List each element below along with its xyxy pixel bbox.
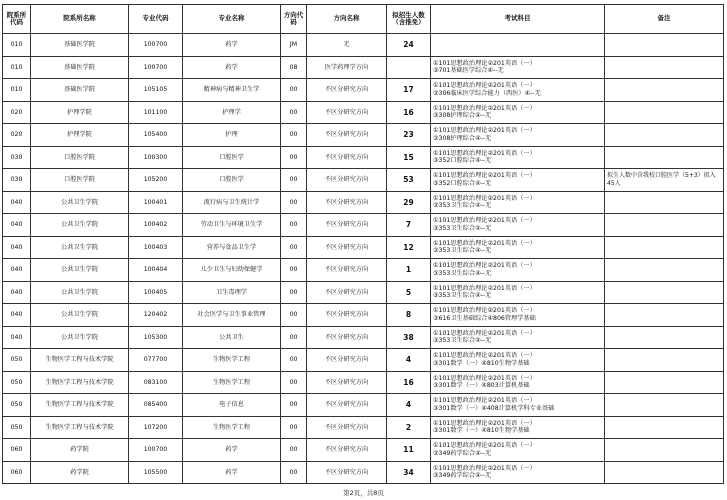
quota-cell: 8 — [387, 304, 431, 327]
quota-cell — [387, 56, 431, 79]
dir-code-cell: 00 — [281, 169, 307, 192]
major-code-cell: 100700 — [129, 34, 183, 57]
major-code-cell: 083100 — [129, 371, 183, 394]
dir-name-cell: 不区分研究方向 — [307, 304, 387, 327]
note-cell — [605, 101, 724, 124]
exam-cell — [431, 214, 605, 237]
table-row — [3, 236, 724, 259]
dir-code-cell: 00 — [281, 79, 307, 102]
table-row — [3, 326, 724, 349]
major-name-cell: 儿少卫生与妇幼保健学 — [183, 259, 281, 282]
major-name-cell: 劳动卫生与环境卫生学 — [183, 214, 281, 237]
dir-code-cell: 00 — [281, 101, 307, 124]
dept-code-cell: 050 — [3, 394, 31, 417]
major-name-cell: 生物医学工程 — [183, 349, 281, 372]
dir-name-cell: 不区分研究方向 — [307, 236, 387, 259]
exam-cell — [431, 439, 605, 462]
table-row — [3, 416, 724, 439]
exam-cell — [431, 124, 605, 147]
dir-code-cell: 08 — [281, 56, 307, 79]
exam-line: ③301数学（一）④803计算机基础 — [433, 382, 530, 390]
header-note: 备注 — [605, 5, 724, 34]
table-row — [3, 371, 724, 394]
exam-cell — [431, 79, 605, 102]
header-major-name: 专业名称 — [183, 5, 281, 34]
dept-code-cell: 050 — [3, 349, 31, 372]
major-code-cell: 100700 — [129, 56, 183, 79]
dir-code-cell: JM — [281, 34, 307, 57]
dept-code-cell: 030 — [3, 169, 31, 192]
dir-code-cell: 00 — [281, 259, 307, 282]
page-footer: 第2页，共8页 — [343, 489, 384, 497]
exam-line: ①101思想政治理论②201英语（一） — [433, 82, 536, 90]
dir-name-cell: 不区分研究方向 — [307, 169, 387, 192]
dir-code-cell: 00 — [281, 281, 307, 304]
note-cell: 拟生人数中含我校口腔医学（5+3）拟入45人 — [605, 169, 724, 192]
quota-cell: 15 — [387, 146, 431, 169]
dir-name-cell: 不区分研究方向 — [307, 146, 387, 169]
exam-line: ①101思想政治理论②201英语（一） — [433, 59, 536, 67]
dept-code-cell: 040 — [3, 191, 31, 214]
dir-name-cell: 不区分研究方向 — [307, 191, 387, 214]
exam-line: ①101思想政治理论②201英语（一） — [433, 307, 536, 315]
exam-line: ③308护理综合④--无 — [433, 134, 492, 142]
major-name-cell: 生物医学工程 — [183, 416, 281, 439]
table-row — [3, 394, 724, 417]
dept-code-cell: 060 — [3, 461, 31, 484]
dept-name-cell: 护理学院 — [31, 101, 129, 124]
exam-line: ③301数学（一）④810生物学基础 — [433, 359, 530, 367]
dept-code-cell: 030 — [3, 146, 31, 169]
dept-name-cell: 基础医学院 — [31, 79, 129, 102]
note-cell — [605, 371, 724, 394]
exam-line: ①101思想政治理论②201英语（一） — [433, 352, 536, 360]
quota-cell: 2 — [387, 416, 431, 439]
note-cell — [605, 461, 724, 484]
quota-cell: 16 — [387, 101, 431, 124]
table-row — [3, 214, 724, 237]
exam-line: ③301数学（一）④810生物学基础 — [433, 427, 530, 435]
dept-name-cell: 生物医学工程与技术学院 — [31, 371, 129, 394]
dir-name-cell: 不区分研究方向 — [307, 326, 387, 349]
major-code-cell: 100404 — [129, 259, 183, 282]
exam-line: ①101思想政治理论②201英语（一） — [433, 262, 536, 270]
major-name-cell: 卫生毒理学 — [183, 281, 281, 304]
header-dir-code: 方向代码 — [281, 5, 307, 34]
dept-name-cell: 公共卫生学院 — [31, 214, 129, 237]
dir-name-cell: 不区分研究方向 — [307, 124, 387, 147]
major-name-cell: 公共卫生 — [183, 326, 281, 349]
dept-code-cell: 010 — [3, 34, 31, 57]
dir-code-cell: 00 — [281, 349, 307, 372]
quota-cell: 4 — [387, 349, 431, 372]
admissions-table-sheet — [2, 4, 723, 484]
table-row — [3, 191, 724, 214]
dir-code-cell: 00 — [281, 416, 307, 439]
dept-code-cell: 040 — [3, 236, 31, 259]
dir-name-cell: 不区分研究方向 — [307, 79, 387, 102]
quota-cell: 4 — [387, 394, 431, 417]
major-name-cell: 流行病与卫生统计学 — [183, 191, 281, 214]
header-quota: 拟招生人数（含推免） — [387, 5, 431, 34]
exam-cell — [431, 349, 605, 372]
dir-name-cell: 不区分研究方向 — [307, 439, 387, 462]
major-code-cell: 105105 — [129, 79, 183, 102]
quota-cell: 12 — [387, 236, 431, 259]
dir-code-cell: 00 — [281, 461, 307, 484]
exam-line: ③308护理综合④--无 — [433, 112, 492, 120]
dept-name-cell: 公共卫生学院 — [31, 259, 129, 282]
dept-code-cell: 040 — [3, 304, 31, 327]
dept-name-cell: 生物医学工程与技术学院 — [31, 416, 129, 439]
dept-name-cell: 生物医学工程与技术学院 — [31, 349, 129, 372]
dir-name-cell: 不区分研究方向 — [307, 281, 387, 304]
table-row — [3, 349, 724, 372]
exam-line: ③349药学综合④--无 — [433, 449, 492, 457]
exam-line: ③301数学（一）④408计算机学科专业基础 — [433, 404, 555, 412]
dir-name-cell: 不区分研究方向 — [307, 394, 387, 417]
dir-code-cell: 00 — [281, 124, 307, 147]
dept-code-cell: 040 — [3, 214, 31, 237]
major-code-cell: 100700 — [129, 439, 183, 462]
quota-cell: 17 — [387, 79, 431, 102]
major-code-cell: 107200 — [129, 416, 183, 439]
major-code-cell: 105500 — [129, 461, 183, 484]
table-row — [3, 56, 724, 79]
dept-name-cell: 公共卫生学院 — [31, 326, 129, 349]
table-row — [3, 259, 724, 282]
dir-code-cell: 00 — [281, 371, 307, 394]
quota-cell: 11 — [387, 439, 431, 462]
major-code-cell: 100403 — [129, 236, 183, 259]
table-row — [3, 461, 724, 484]
major-name-cell: 药学 — [183, 461, 281, 484]
note-cell — [605, 236, 724, 259]
table-row — [3, 34, 724, 57]
exam-line: ①101思想政治理论②201英语（一） — [433, 284, 536, 292]
dept-code-cell: 060 — [3, 439, 31, 462]
exam-line: ①101思想政治理论②201英语（一） — [433, 104, 536, 112]
major-code-cell: 100405 — [129, 281, 183, 304]
note-cell — [605, 304, 724, 327]
note-cell — [605, 416, 724, 439]
dept-name-cell: 基础医学院 — [31, 56, 129, 79]
dir-name-cell: 不区分研究方向 — [307, 101, 387, 124]
exam-line: ③353卫生综合④--无 — [433, 337, 492, 345]
exam-line: ①101思想政治理论②201英语（一） — [433, 419, 536, 427]
quota-cell: 7 — [387, 214, 431, 237]
exam-cell — [431, 236, 605, 259]
dept-name-cell: 公共卫生学院 — [31, 236, 129, 259]
exam-cell — [431, 34, 605, 57]
major-name-cell: 营养与食品卫生学 — [183, 236, 281, 259]
exam-cell — [431, 56, 605, 79]
dept-name-cell: 公共卫生学院 — [31, 304, 129, 327]
table-row — [3, 439, 724, 462]
exam-line: ③353卫生综合④--无 — [433, 269, 492, 277]
header-dept-name: 院系所名称 — [31, 5, 129, 34]
quota-cell: 53 — [387, 169, 431, 192]
major-code-cell: 077700 — [129, 349, 183, 372]
major-code-cell: 100401 — [129, 191, 183, 214]
major-name-cell: 药学 — [183, 56, 281, 79]
table-header-row — [3, 5, 724, 34]
table-row — [3, 169, 724, 192]
note-cell — [605, 281, 724, 304]
exam-cell — [431, 281, 605, 304]
note-cell — [605, 214, 724, 237]
exam-line: ①101思想政治理论②201英语（一） — [433, 397, 536, 405]
exam-line: ①101思想政治理论②201英语（一） — [433, 442, 536, 450]
major-code-cell: 101100 — [129, 101, 183, 124]
exam-cell — [431, 169, 605, 192]
note-cell — [605, 146, 724, 169]
major-name-cell: 药学 — [183, 34, 281, 57]
dir-name-cell: 不区分研究方向 — [307, 371, 387, 394]
dept-name-cell: 生物医学工程与技术学院 — [31, 394, 129, 417]
exam-line: ③353卫生综合④--无 — [433, 202, 492, 210]
dept-name-cell: 口腔医学院 — [31, 169, 129, 192]
major-name-cell: 口腔医学 — [183, 146, 281, 169]
quota-cell: 1 — [387, 259, 431, 282]
major-name-cell: 口腔医学 — [183, 169, 281, 192]
table-row — [3, 281, 724, 304]
exam-line: ①101思想政治理论②201英语（一） — [433, 149, 536, 157]
major-code-cell: 105300 — [129, 326, 183, 349]
exam-cell — [431, 461, 605, 484]
exam-line: ③352口腔综合④--无 — [433, 157, 492, 165]
quota-cell: 34 — [387, 461, 431, 484]
exam-cell — [431, 101, 605, 124]
table-row — [3, 124, 724, 147]
exam-line: ①101思想政治理论②201英语（一） — [433, 194, 536, 202]
dir-code-cell: 00 — [281, 304, 307, 327]
dept-code-cell: 020 — [3, 101, 31, 124]
major-name-cell: 精神病与精神卫生学 — [183, 79, 281, 102]
exam-cell — [431, 259, 605, 282]
dept-name-cell: 药学院 — [31, 439, 129, 462]
dept-code-cell: 010 — [3, 56, 31, 79]
header-dept-code: 院系所代码 — [3, 5, 31, 34]
quota-cell: 16 — [387, 371, 431, 394]
quota-cell: 38 — [387, 326, 431, 349]
exam-line: ③616卫生基础综合④806管理学基础 — [433, 314, 536, 322]
note-cell — [605, 439, 724, 462]
table-row — [3, 101, 724, 124]
major-code-cell: 100402 — [129, 214, 183, 237]
note-cell — [605, 326, 724, 349]
quota-cell: 23 — [387, 124, 431, 147]
major-name-cell: 护理 — [183, 124, 281, 147]
table-row — [3, 304, 724, 327]
dir-name-cell: 不区分研究方向 — [307, 214, 387, 237]
exam-cell — [431, 394, 605, 417]
dir-code-cell: 00 — [281, 214, 307, 237]
dept-name-cell: 基础医学院 — [31, 34, 129, 57]
admissions-table — [2, 4, 724, 484]
exam-cell — [431, 371, 605, 394]
exam-line: ③353卫生综合④--无 — [433, 247, 492, 255]
note-cell — [605, 394, 724, 417]
dir-name-cell: 不区分研究方向 — [307, 461, 387, 484]
dept-name-cell: 公共卫生学院 — [31, 281, 129, 304]
major-code-cell: 085400 — [129, 394, 183, 417]
dept-code-cell: 040 — [3, 281, 31, 304]
exam-line: ①101思想政治理论②201英语（一） — [433, 217, 536, 225]
exam-line: ①101思想政治理论②201英语（一） — [433, 239, 536, 247]
dept-code-cell: 050 — [3, 416, 31, 439]
dir-code-cell: 00 — [281, 326, 307, 349]
dept-code-cell: 050 — [3, 371, 31, 394]
quota-cell: 29 — [387, 191, 431, 214]
exam-cell — [431, 416, 605, 439]
table-row — [3, 146, 724, 169]
dir-code-cell: 00 — [281, 146, 307, 169]
note-cell — [605, 79, 724, 102]
dir-name-cell: 不区分研究方向 — [307, 349, 387, 372]
exam-line: ③353卫生综合④--无 — [433, 292, 492, 300]
dir-name-cell: 不区分研究方向 — [307, 416, 387, 439]
major-code-cell: 100300 — [129, 146, 183, 169]
dir-code-cell: 00 — [281, 236, 307, 259]
exam-cell — [431, 146, 605, 169]
note-cell — [605, 56, 724, 79]
exam-line: ①101思想政治理论②201英语（一） — [433, 374, 536, 382]
exam-line: ③701基础医学综合④--无 — [433, 67, 504, 75]
dept-name-cell: 口腔医学院 — [31, 146, 129, 169]
header-exam: 考试科目 — [431, 5, 605, 34]
dept-name-cell: 公共卫生学院 — [31, 191, 129, 214]
exam-line: ③349药学综合④--无 — [433, 472, 492, 480]
major-name-cell: 护理学 — [183, 101, 281, 124]
exam-line: ①101思想政治理论②201英语（一） — [433, 172, 536, 180]
header-dir-name: 方向名称 — [307, 5, 387, 34]
dir-name-cell: 无 — [307, 34, 387, 57]
dept-code-cell: 010 — [3, 79, 31, 102]
dept-name-cell: 药学院 — [31, 461, 129, 484]
major-name-cell: 电子信息 — [183, 394, 281, 417]
exam-line: ①101思想政治理论②201英语（一） — [433, 329, 536, 337]
exam-cell — [431, 191, 605, 214]
note-cell — [605, 191, 724, 214]
quota-cell: 24 — [387, 34, 431, 57]
major-code-cell: 105400 — [129, 124, 183, 147]
major-name-cell: 生物医学工程 — [183, 371, 281, 394]
exam-line: ①101思想政治理论②201英语（一） — [433, 127, 536, 135]
exam-line: ①101思想政治理论②201英语（一） — [433, 464, 536, 472]
major-name-cell: 药学 — [183, 439, 281, 462]
dir-code-cell: 00 — [281, 394, 307, 417]
exam-cell — [431, 304, 605, 327]
major-code-cell: 105200 — [129, 169, 183, 192]
dept-code-cell: 040 — [3, 326, 31, 349]
note-cell — [605, 34, 724, 57]
header-major-code: 专业代码 — [129, 5, 183, 34]
note-cell — [605, 349, 724, 372]
dept-code-cell: 040 — [3, 259, 31, 282]
note-cell — [605, 259, 724, 282]
exam-line: ③353卫生综合④--无 — [433, 224, 492, 232]
exam-line: ③352口腔综合④--无 — [433, 179, 492, 187]
dir-code-cell: 00 — [281, 439, 307, 462]
exam-line: ③306临床医学综合能力（西医）④--无 — [433, 89, 541, 97]
dept-name-cell: 护理学院 — [31, 124, 129, 147]
table-body — [3, 34, 724, 484]
note-cell — [605, 124, 724, 147]
dir-name-cell: 医学药理学方向 — [307, 56, 387, 79]
quota-cell: 5 — [387, 281, 431, 304]
dir-code-cell: 00 — [281, 191, 307, 214]
dir-name-cell: 不区分研究方向 — [307, 259, 387, 282]
table-row — [3, 79, 724, 102]
dept-code-cell: 020 — [3, 124, 31, 147]
major-code-cell: 120402 — [129, 304, 183, 327]
major-name-cell: 社会医学与卫生事业管理 — [183, 304, 281, 327]
exam-cell — [431, 326, 605, 349]
